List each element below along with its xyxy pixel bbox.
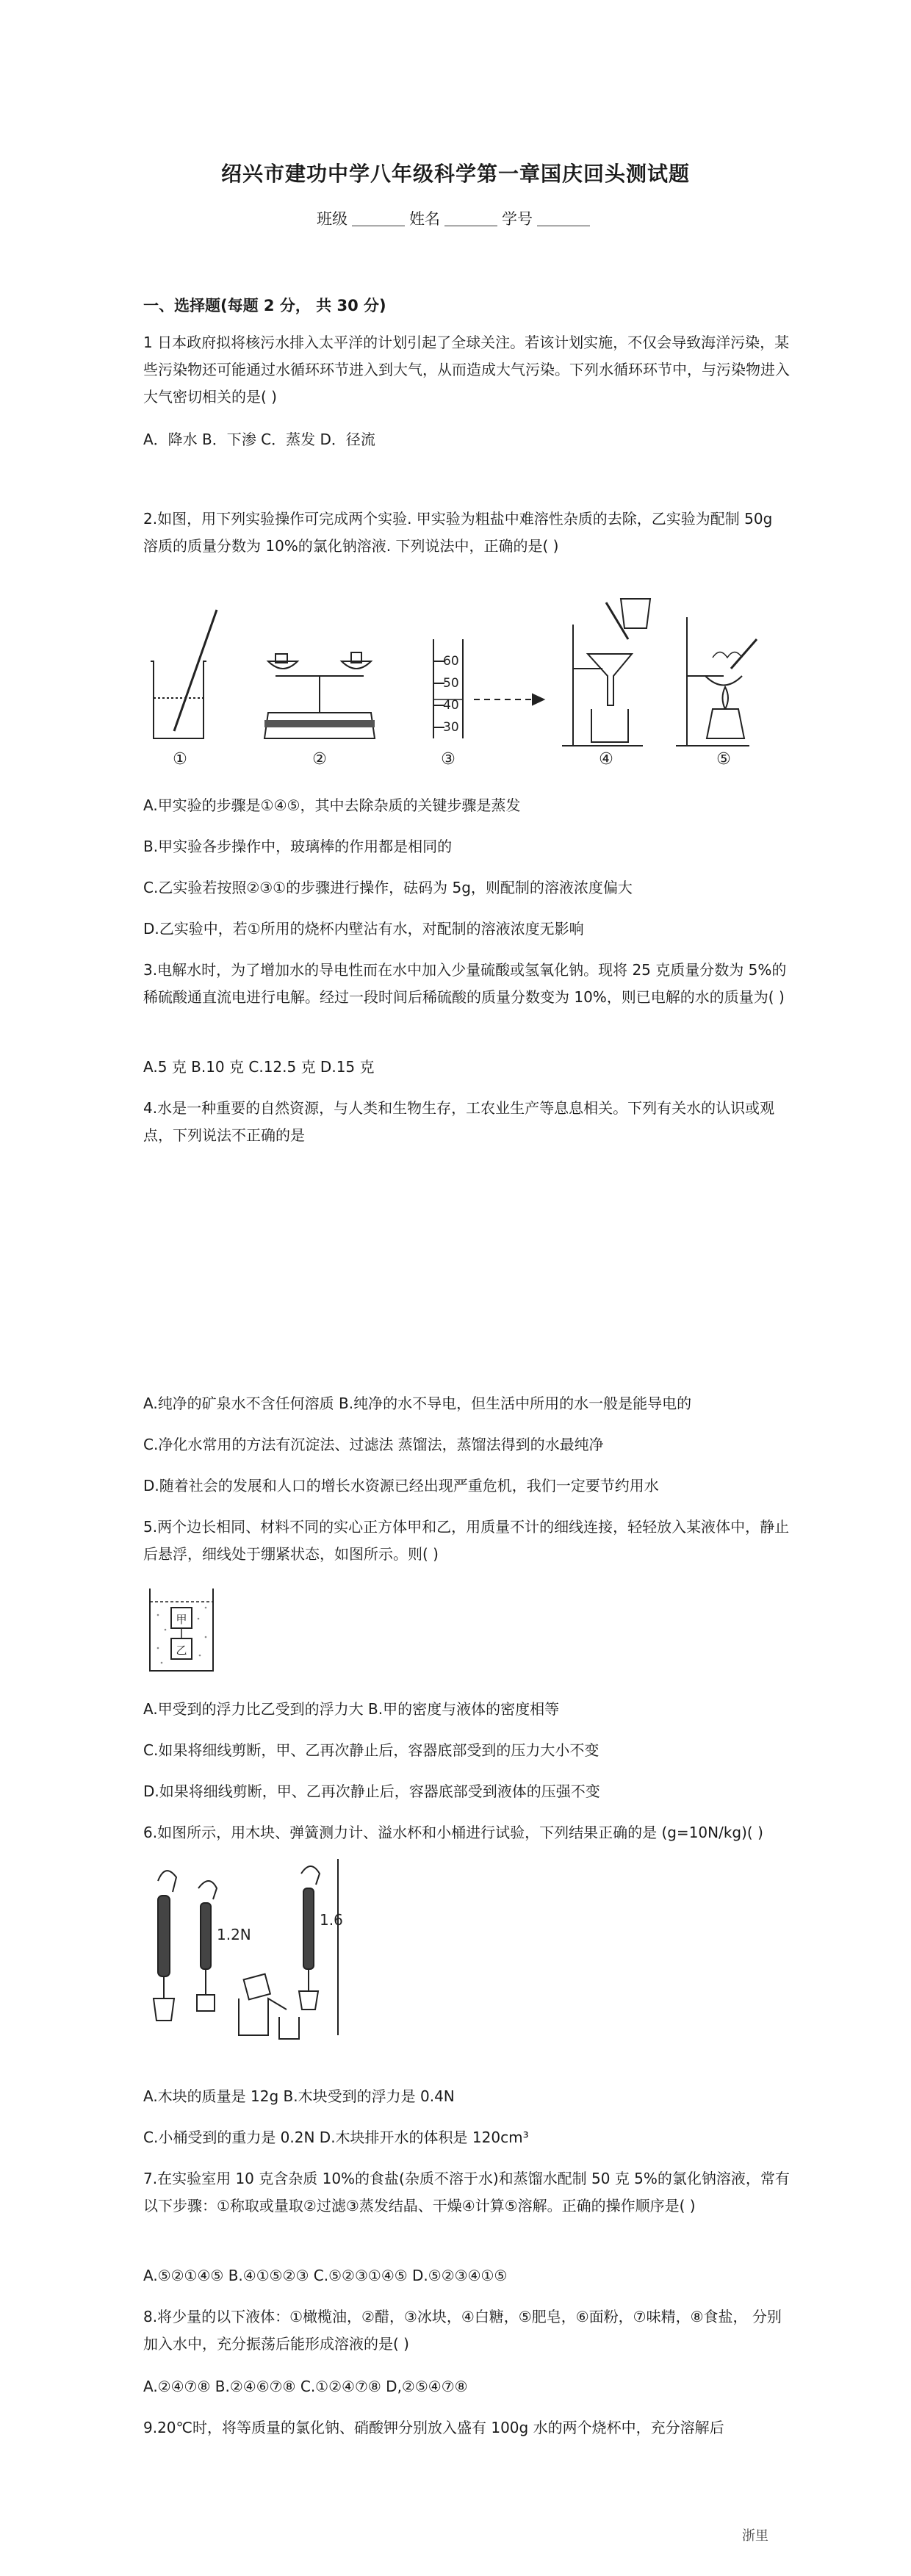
q5-option-ab: A.甲受到的浮力比乙受到的浮力大 B.甲的密度与液体的密度相等 [143, 1700, 560, 1718]
q5-option-d: D.如果将细线剪断，甲、乙再次静止后，容器底部受到液体的压强不变 [143, 1782, 600, 1800]
q6-figure [143, 1859, 408, 2065]
fig-label-1: ① [173, 750, 187, 769]
q6-option-cd: C.小桶受到的重力是 0.2N D.木块排开水的体积是 120cm³ [143, 2129, 529, 2146]
q7-options: A.⑤②①④⑤ B.④①⑤②③ C.⑤②③①④⑤ D.⑤②③④①⑤ [143, 2267, 508, 2284]
q6-option-ab: A.木块的质量是 12g B.木块受到的浮力是 0.4N [143, 2087, 455, 2105]
flame [723, 687, 729, 709]
spring-scale-1 [158, 1896, 170, 1976]
cyl-tick-60: 60 [443, 654, 459, 669]
number-blank[interactable] [537, 212, 590, 226]
glass-rod [174, 610, 217, 731]
q4-stem: 4.水是一种重要的自然资源，与人类和生物生存，工农业生产等息息相关。下列有关水的认识或观点，下列说法不正确的是 [143, 1099, 775, 1144]
beaker-1 [151, 661, 206, 738]
alcohol-lamp [707, 709, 744, 738]
small-bucket [154, 1998, 174, 2021]
q3-options: A.5 克 B.10 克 C.12.5 克 D.15 克 [143, 1058, 375, 1076]
q3-stem: 3.电解水时，为了增加水的导电性而在水中加入少量硫酸或氢氧化钠。现将 25 克质量分数为 5%的稀硫酸通直流电进行电解。经过一段时间后稀硫酸的质量分数变为 10%，则已电解的水的质量为( ) [143, 961, 787, 1006]
class-blank[interactable] [352, 212, 405, 226]
spring-scale-2 [201, 1903, 211, 1969]
q9-stem: 9.20℃时，将等质量的氯化钠、硝酸钾分别放入盛有 100g 水的两个烧杯中，充分溶解后 [143, 2419, 724, 2436]
q6-stem: 6.如图所示，用木块、弹簧测力计、溢水杯和小桶进行试验，下列结果正确的是 (g=10N/kg)( ) [143, 1824, 763, 1841]
spring-scale-3 [303, 1888, 314, 1969]
fig-label-4: ④ [599, 750, 613, 769]
cube-yi-label: 乙 [176, 1644, 187, 1657]
catch-bucket [279, 2017, 299, 2039]
hand-1 [158, 1871, 176, 1892]
cube-jia-label: 甲 [176, 1613, 187, 1626]
fig-label-3: ③ [441, 750, 455, 769]
q1-stem: 1 日本政府拟将核污水排入太平洋的计划引起了全球关注。若该计划实施，不仅会导致海洋污染，某些污染物还可能通过水循环环节进入到大气，从而造成大气污染。下列水循环环节中，与污染物进入大气密切相关的是( ) [143, 334, 790, 406]
evaporating-dish [705, 676, 742, 686]
wood-block [197, 1995, 215, 2011]
hand-2 [198, 1881, 217, 1899]
section-heading: 一、选择题(每题 2 分， 共 30 分) [143, 297, 386, 314]
q5-figure [147, 1586, 217, 1674]
q2-option-c: C.乙实验若按照②③①的步骤进行操作，砝码为 5g，则配制的溶液浓度偏大 [143, 879, 633, 896]
q2-option-b: B.甲实验各步操作中，玻璃棒的作用都是相同的 [143, 838, 453, 855]
number-label: 学号 [502, 210, 533, 228]
q2-figure [143, 588, 790, 771]
q8-options: A.②④⑦⑧ B.②④⑥⑦⑧ C.①②④⑦⑧ D,②⑤④⑦⑧ [143, 2378, 468, 2395]
footer-watermark: 浙里 [742, 2528, 768, 2544]
cyl-tick-30: 30 [443, 720, 459, 735]
q4-option-ab: A.纯净的矿泉水不含任何溶质 B.纯净的水不导电，但生活中所用的水一般是能导电的 [143, 1395, 692, 1412]
q4-option-d: D.随着社会的发展和人口的增长水资源已经出现严重危机，我们一定要节约用水 [143, 1477, 659, 1494]
pouring-beaker [621, 599, 650, 628]
cyl-tick-50: 50 [443, 676, 459, 691]
hand-3 [301, 1866, 320, 1885]
q2-option-a: A.甲实验的步骤是①④⑤，其中去除杂质的关键步骤是蒸发 [143, 796, 521, 814]
fig-label-2: ② [312, 750, 327, 769]
q7-stem: 7.在实验室用 10 克含杂质 10%的食盐(杂质不溶于水)和蒸馏水配制 50 克 5%的氯化钠溶液，常有以下步骤：①称取或量取②过滤③蒸发结晶、干燥④计算⑤溶解。正确的操作顺序是( ) [143, 2170, 790, 2215]
name-label: 姓名 [409, 210, 440, 228]
q2-option-d: D.乙实验中，若①所用的烧杯内壁沾有水，对配制的溶液浓度无影响 [143, 920, 584, 938]
balance-body [264, 676, 375, 738]
q5-option-c: C.如果将细线剪断，甲、乙再次静止后，容器底部受到的压力大小不变 [143, 1741, 599, 1759]
q4-option-c: C.净化水常用的方法有沉淀法、过滤法 蒸馏法，蒸馏法得到的水最纯净 [143, 1436, 604, 1453]
name-blank[interactable] [444, 212, 497, 226]
iron-stand-4 [562, 625, 643, 746]
student-info-line [0, 207, 911, 229]
q5-stem: 5.两个边长相同、材料不同的实心正方体甲和乙，用质量不计的细线连接，轻轻放入某液体中，静止后悬浮，细线处于绷紧状态，如图所示。则( ) [143, 1518, 790, 1563]
q8-stem: 8.将少量的以下液体：①橄榄油，②醋，③冰块，④白糖，⑤肥皂，⑥面粉，⑦味精，⑧食盐， 分别加入水中，充分振荡后能形成溶液的是( ) [143, 2308, 782, 2353]
reading-1: 1.2N [217, 1926, 251, 1943]
reading-2: 1.6 [320, 1911, 343, 1929]
block-in-cup [244, 1974, 270, 2000]
page-title: 绍兴市建功中学八年级科学第一章国庆回头测试题 [220, 162, 690, 186]
funnel [588, 654, 632, 705]
cyl-tick-40: 40 [443, 698, 459, 713]
fig-label-5: ⑤ [716, 750, 731, 769]
q1-options: A．降水 B．下渗 C．蒸发 D．径流 [143, 431, 375, 448]
q2-stem: 2.如图，用下列实验操作可完成两个实验. 甲实验为粗盐中难溶性杂质的去除，乙实验为配制 50g 溶质的质量分数为 10%的氯化钠溶液. 下列说法中，正确的是( ) [143, 510, 773, 555]
beaker-4 [591, 709, 628, 742]
class-label: 班级 [317, 210, 348, 228]
bucket-with-water [299, 1991, 318, 2010]
